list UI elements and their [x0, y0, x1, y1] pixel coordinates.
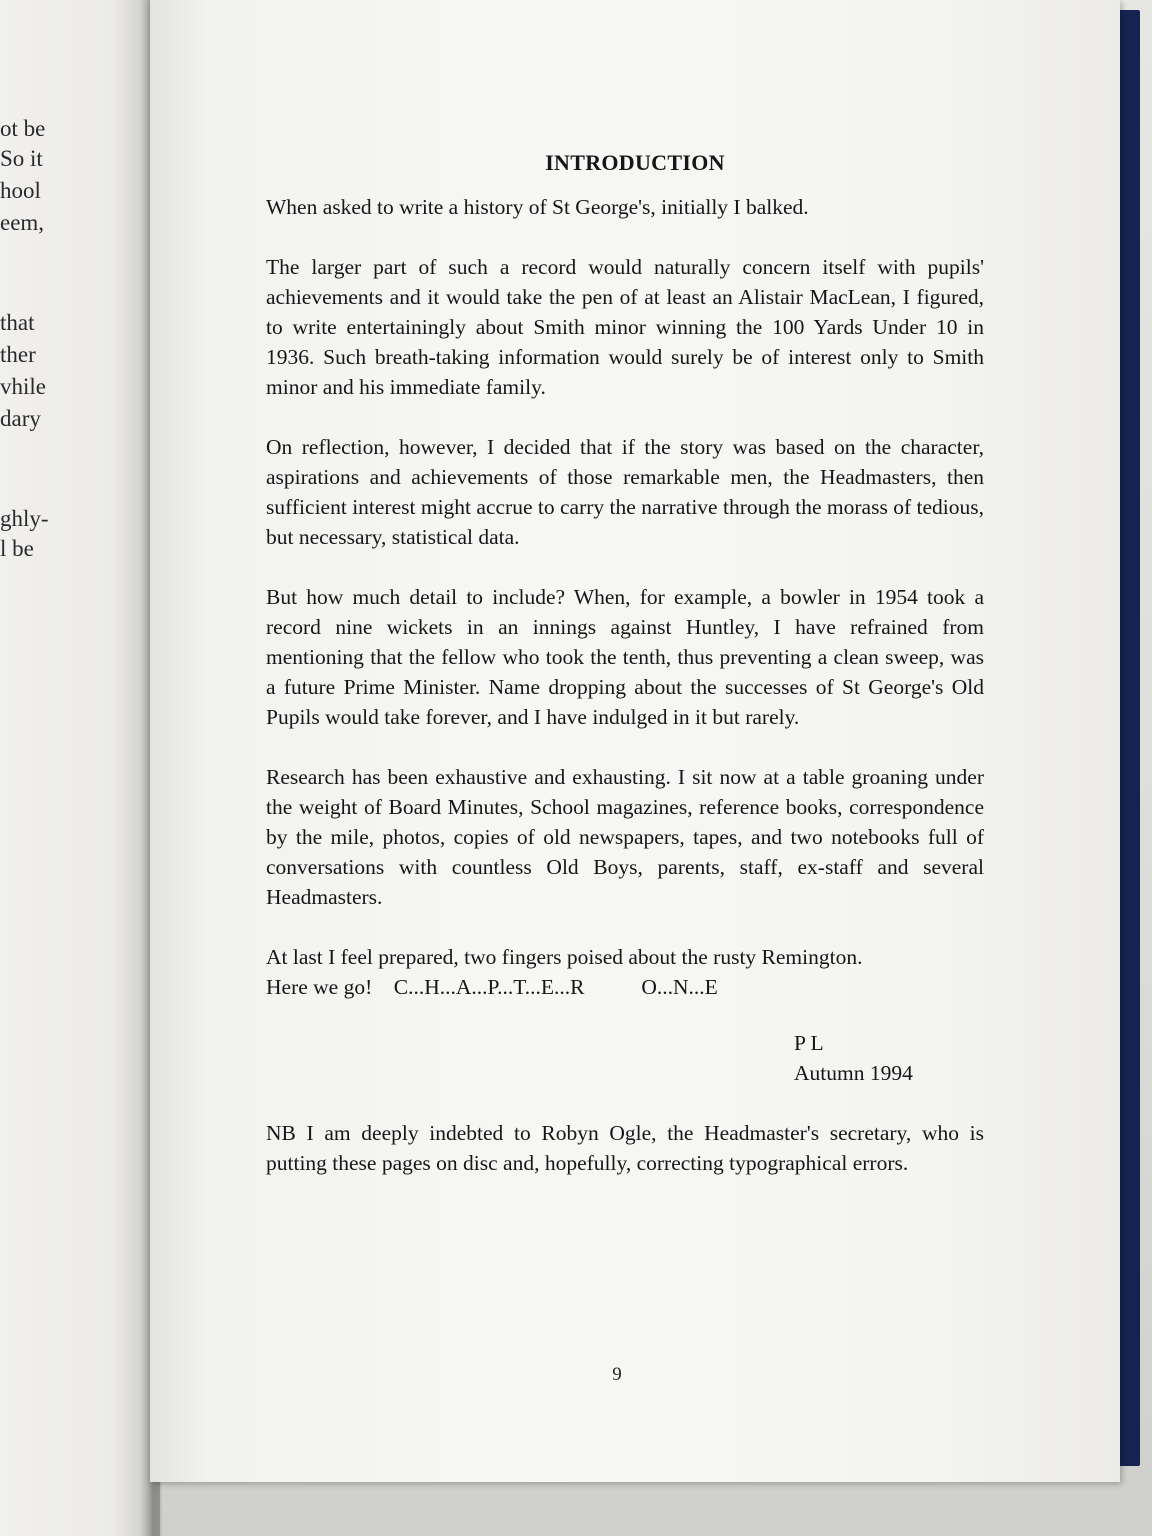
here-we-go: Here we go! — [266, 975, 373, 999]
left-page-fragment: eem, — [0, 210, 45, 235]
left-page-fragment: dary — [0, 406, 41, 431]
page-content — [266, 148, 984, 1208]
paragraph: But how much detail to include? When, for example, a bowler in 1954 took a record nine wickets in an innings against Huntley, I have refrained from mentioning that the fellow who took the tenth, thus preventing a clean sweep, was a future Prime Minister. Name dropping about the successes of St George's Old Pupils would take forever, and I have indulged in it but rarely. — [266, 585, 984, 729]
left-page-fragment: l be — [0, 536, 34, 561]
paragraph: On reflection, however, I decided that if the story was based on the character, aspirations and achievements of those remarkable men, the Headmasters, then sufficient interest might accrue to carry the narrative through the morass of tedious, but necessary, statistical data. — [266, 435, 984, 549]
book-page — [150, 0, 1120, 1482]
page-number: 9 — [612, 1364, 622, 1385]
left-page-fragment: hool — [0, 178, 41, 203]
chapter-one-text: C...H...A...P...T...E...R O...N...E — [393, 975, 718, 999]
paragraph: The larger part of such a record would naturally concern itself with pupils' achievements and it would take the pen of at least an Alistair MacLean, I figured, to write entertainingly about Smith minor winning the 100 Yards Under 10 in 1936. Such breath-taking information would surely be of interest only to Smith minor and his immediate family. — [266, 255, 984, 399]
left-page-fragment: ghly- — [0, 506, 49, 531]
author-initials: P L — [794, 1031, 824, 1055]
page-title: INTRODUCTION — [545, 150, 725, 175]
left-page-fragment: ot be — [0, 116, 46, 141]
left-facing-page — [0, 0, 160, 1536]
signoff — [266, 1028, 984, 1088]
left-page-fragment: vhile — [0, 374, 46, 399]
paragraph: When asked to write a history of St George's, initially I balked. — [266, 195, 809, 219]
signoff-date: Autumn 1994 — [794, 1061, 913, 1085]
closing-sentence: At last I feel prepared, two fingers poised about the rusty Remington. — [266, 945, 863, 969]
paragraph: Research has been exhaustive and exhausting. I sit now at a table groaning under the weight of Board Minutes, School magazines, reference books, correspondence by the mile, photos, copies of old newspapers, tapes, and two notebooks full of conversations with countless Old Boys, parents, staff, ex-staff and several Headmasters. — [266, 765, 984, 909]
nb-note: NB I am deeply indebted to Robyn Ogle, the Headmaster's secretary, who is putting these pages on disc and, hopefully, correcting typographical errors. — [266, 1121, 984, 1175]
left-page-fragment: ther — [0, 342, 36, 367]
closing-paragraph — [266, 942, 984, 1002]
left-page-fragment: that — [0, 310, 35, 335]
left-page-fragment: So it — [0, 146, 43, 171]
